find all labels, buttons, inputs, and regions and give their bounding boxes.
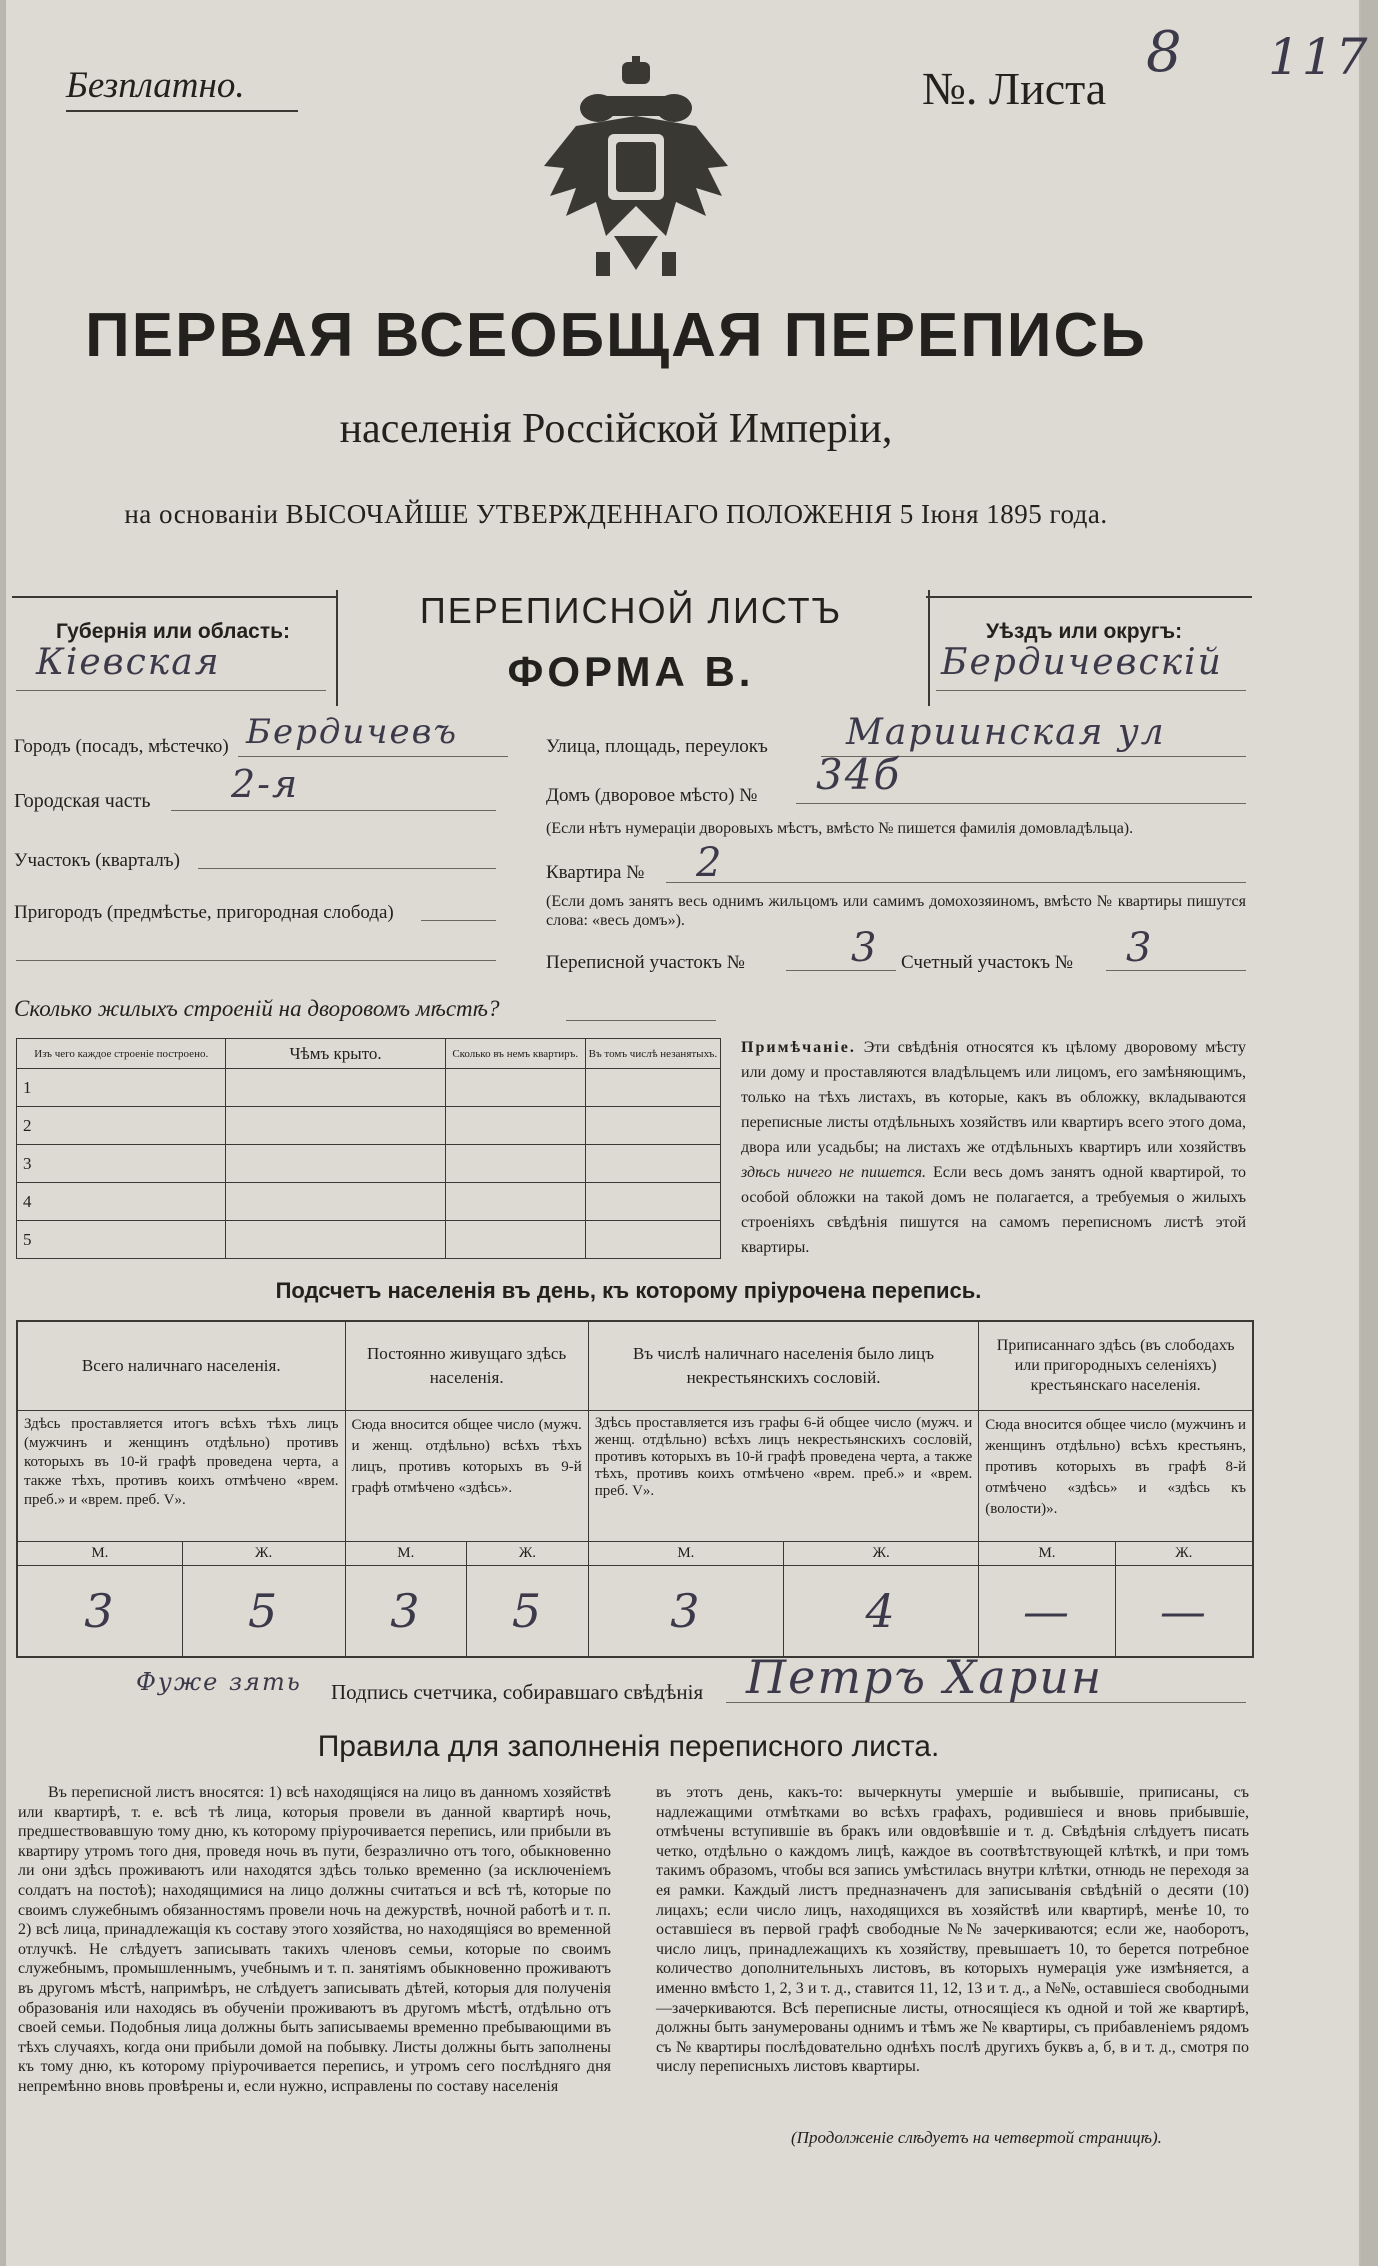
desc-non-peasant: Здѣсь проставляется изъ графы 6-й общее число (мужч. и женщ. отдѣльно) всѣхъ лицъ некрестьянскихъ сословій, противъ которыхъ въ 10-й графѣ проведена черта, а также тѣхъ, противъ коихъ отмѣчено «врем. преб.» и «врем. преб. V». [588,1410,979,1542]
count-title: Подсчетъ населенія въ день, къ которому пріурочена перепись. [275,1278,982,1303]
kvartira-note: (Если домъ занятъ весь однимъ жильцомъ или самимъ домохозяиномъ, вмѣсто № квартиры пишутся слова: «весь домъ»). [546,893,1246,929]
permanent-men[interactable]: 3 [345,1566,467,1657]
uezd-value[interactable]: Бердичевскій [941,642,1223,683]
header-total: Всего наличнаго населенія. [17,1321,345,1410]
dom-value[interactable]: 34б [816,750,902,799]
uezd-label: Уѣздъ или округъ: [986,620,1183,643]
cell[interactable] [226,1183,445,1221]
col-vacant: Въ томъ числѣ незанятыхъ. [585,1039,720,1069]
gubernia-value[interactable]: Кіевская [36,642,221,683]
form-type: ФОРМА В. [507,648,755,695]
cell[interactable] [226,1221,445,1259]
cell[interactable] [445,1183,585,1221]
peasant-women[interactable]: — [1115,1566,1253,1657]
m-header: М. [588,1542,783,1566]
header-permanent: Постоянно живущаго здѣсь населенія. [345,1321,588,1410]
col-apartments: Сколько въ немъ квартиръ. [445,1039,585,1069]
zh-header: Ж. [467,1542,589,1566]
margin-note: Фуже зять [136,1668,302,1696]
desc-registered-peasants: Сюда вносится общее число (мужчинъ и женщинъ отдѣльно) всѣхъ крестьянъ, противъ которыхъ въ графѣ 8-й отмѣчено «здѣсь» и «здѣсь къ (волости)». [979,1410,1253,1542]
perepisnoy-value[interactable]: 3 [851,925,879,971]
double-headed-eagle-icon [536,56,736,286]
perepisnoy-line [786,970,896,971]
ulitsa-value[interactable]: Мариинская ул [846,712,1166,753]
peasant-men[interactable]: — [979,1566,1115,1657]
schetny-line [1106,970,1246,971]
m-header: М. [979,1542,1115,1566]
m-header: М. [17,1542,182,1566]
m-header: М. [345,1542,467,1566]
desc-permanent: Сюда вносится общее число (мужч. и женщ. отдѣльно) всѣхъ тѣхъ лицъ, противъ которыхъ въ 9-й графѣ отмѣчено «здѣсь». [345,1410,588,1542]
buildings-line [566,1020,716,1021]
signature-value[interactable]: Петръ Харин [746,1650,1104,1704]
form-name: ПЕРЕПИСНОЙ ЛИСТЪ [419,590,843,631]
buildings-note [741,1035,1246,1260]
kvartira-label: Квартира № [546,862,645,883]
dom-line [796,803,1246,804]
cell[interactable] [585,1069,720,1107]
sheet-number-label: №. Листа [922,63,1107,114]
cell[interactable] [226,1145,445,1183]
chast-value[interactable]: 2-я [231,762,300,806]
gorod-line [238,756,508,757]
signature-line [726,1702,1246,1703]
cell[interactable] [585,1107,720,1145]
rules-right-column: въ этотъ день, какъ-то: вычеркнуты умершіе и выбывшіе, приписаны, съ надлежащими отмѣтками во всѣхъ графахъ, родившіеся и вновь прибывшіе, отмѣчены вступившіе въ бракъ или овдовѣвшіе и т. д. Свѣдѣнія слѣдуетъ писать четко, отдѣльно о каждомъ лицѣ, каждое въ соотвѣтствующей клѣткѣ, и при томъ такимъ образомъ, чтобы вся запись умѣстилась внутри клѣтки, отнюдь не переходя за ея рамки. Каждый листъ предназначенъ для записыванія свѣдѣній о десяти (10) лицахъ; если число лицъ, находящихся въ хозяйствѣ или квартирѣ, менѣе 10, то оставшіеся въ первой графѣ свободные №№ зачеркиваются; если же, наоборотъ, число лицъ, принадлежащихъ къ хозяйству, превышаетъ 10, то берется потребное количество дополнительныхъ листовъ, въ которыхъ нумерація уже измѣняется, а именно вмѣсто 1, 2, 3 и т. д., ставится 11, 12, 13 и т. д., а №№, оставшіеся свободными—зачеркиваются. Всѣ переписные листы, относящіеся къ одной и той же квартирѣ, должны быть занумерованы однимъ и тѣмъ же № квартиры, съ прибавленіемъ рядомъ съ № квартиры послѣдовательно однѣхъ послѣ другихъ буквъ а, б, в и т. д., смотря по числу переписныхъ листовъ квартиры. [656,1784,1249,2076]
permanent-women[interactable]: 5 [467,1566,589,1657]
schetny-value[interactable]: 3 [1126,925,1154,971]
cell[interactable] [585,1145,720,1183]
population-table [16,1320,1254,1658]
table-row [17,1107,721,1145]
desc-total: Здѣсь проставляется итогъ всѣхъ тѣхъ лицъ (мужчинъ и женщинъ отдѣльно) противъ которыхъ въ 10-й графѣ проведена черта, а также тѣхъ, противъ коихъ отмѣчено «врем. преб.» и «врем. преб. V». [17,1410,345,1542]
archive-folio: 117 [1268,28,1370,86]
page-subtitle: населенія Россійской Имперіи, [339,406,893,452]
note-text-2: Если весь домъ занятъ одной квартирой, то особой обложки на такой домъ не полагается, а требуемыя о жилыхъ строеніяхъ свѣдѣнія пишутся на самомъ переписномъ листѣ этой квартиры. [741,1164,1246,1256]
gubernia-label: Губернія или область: [56,620,291,643]
table-row [17,1145,721,1183]
gorod-value[interactable]: Бердичевъ [246,712,459,752]
dom-label: Домъ (дворовое мѣсто) № [546,785,758,806]
note-title: Примѣчаніе. [741,1039,856,1056]
rule-left [12,596,336,598]
prigorod-line-2 [16,960,496,961]
rules-title: Правила для заполненія переписного листа. [317,1730,940,1763]
col-roof: Чѣмъ крыто. [226,1039,445,1069]
row-number: 1 [17,1069,226,1107]
dom-note: (Если нѣтъ нумераціи дворовыхъ мѣстъ, вмѣсто № пишется фамилія домовладѣльца). [546,820,1134,837]
continued-note: (Продолженіе слѣдуетъ на четвертой страницѣ). [791,2128,1162,2147]
note-italic: здѣсь ничего не пишется. [741,1164,927,1181]
gubernia-line [16,690,326,691]
cell[interactable] [585,1221,720,1259]
non-peasant-men[interactable]: 3 [588,1566,783,1657]
table-row [17,1183,721,1221]
total-women[interactable]: 5 [182,1566,345,1657]
buildings-table [16,1038,721,1259]
row-number: 5 [17,1221,226,1259]
row-number: 2 [17,1107,226,1145]
cell[interactable] [445,1069,585,1107]
gorod-label: Городъ (посадъ, мѣстечко) [14,736,229,757]
cell[interactable] [226,1107,445,1145]
table-row [17,1221,721,1259]
kvartira-line [666,882,1246,883]
uchastok-label: Участокъ (кварталъ) [14,850,180,871]
kvartira-value[interactable]: 2 [696,840,724,886]
header-registered-peasants: Приписаннаго здѣсь (въ слободахъ или пригородныхъ селеніяхъ) крестьянскаго населенія. [979,1321,1253,1410]
total-men[interactable]: 3 [17,1566,182,1657]
ulitsa-label: Улица, площадь, переулокъ [546,736,768,757]
row-number: 4 [17,1183,226,1221]
signature-label: Подпись счетчика, собиравшаго свѣдѣнія [331,1680,704,1704]
header-non-peasant: Въ числѣ наличнаго населенія было лицъ некрестьянскихъ сословій. [588,1321,979,1410]
row-number: 3 [17,1145,226,1183]
cell[interactable] [445,1107,585,1145]
sheet-number-value: 8 [1146,20,1184,85]
cell[interactable] [226,1069,445,1107]
census-sheet [6,0,1370,2266]
perepisnoy-label: Переписной участокъ № [546,952,745,973]
uezd-line [936,690,1246,691]
non-peasant-women[interactable]: 4 [784,1566,979,1657]
prigorod-line [421,920,496,921]
note-text: Эти свѣдѣнія относятся къ цѣлому дворовому мѣсту или дому и проставляются владѣльцемъ или лицомъ, его замѣняющимъ, только на тѣхъ листахъ, въ которые, какъ въ обложку, вкладываются переписные листы отдѣльныхъ хозяйствъ или квартиръ всего этого дома, двора или усадьбы; на листахъ же отдѣльныхъ квартиръ или хозяйствъ [741,1039,1247,1156]
rules-left-column: Въ переписной листъ вносятся: 1) всѣ находящіяся на лицо въ данномъ хозяйствѣ или квартирѣ, т. е. всѣ тѣ лица, которыя провели въ данной квартирѣ ночь, предшествовавшую тому дню, къ которому пріурочивается перепись, или прибыли въ квартиру утромъ того дня, проведя ночь въ пути, безразлично отъ того, обыкновенно ли они здѣсь проживаютъ или находятся здѣсь только временно (за исключеніемъ солдатъ на постоѣ); находящимися на лицо должны считаться и всѣ тѣ, которые по своимъ служебнымъ обязанностямъ провели ночь на дежурствѣ, ночной работѣ и т. п. 2) всѣ лица, принадлежащія къ составу этого хозяйства, но находящіяся во временной отлучкѣ. Не слѣдуетъ записывать такихъ членовъ семьи, которые по своимъ служебнымъ, промышленнымъ, учебнымъ и т. п. занятіямъ обыкновенно проживаютъ въ другомъ мѣстѣ, напримѣръ, не слѣдуетъ записывать дѣтей, которыя для полученія образованія или находясь въ обученіи проживаютъ въ другомъ мѣстѣ, отдѣльно отъ своей семьи. Подобныя лица должны быть записываемы временно пребывающими въ тѣхъ случаяхъ, когда они прибыли домой на побывку. Листы должны быть заполнены къ тому дню, къ которому пріурочивается перепись, и утромъ сего послѣдняго дня непремѣнно вновь провѣрены и, если нужно, исправлены по составу населенія [18,1784,611,2095]
col-material: Изъ чего каждое строеніе построено. [17,1039,226,1069]
rule-right [926,596,1252,598]
chast-label: Городская часть [14,790,151,812]
zh-header: Ж. [784,1542,979,1566]
zh-header: Ж. [1115,1542,1253,1566]
cell[interactable] [445,1145,585,1183]
legal-basis: на основаніи ВЫСОЧАЙШЕ УТВЕРЖДЕННАГО ПОЛОЖЕНІЯ 5 Іюня 1895 года. [124,499,1108,529]
cell[interactable] [585,1183,720,1221]
free-label: Безплатно. [66,65,245,106]
uchastok-line [198,868,496,869]
chast-line [171,810,496,811]
schetny-label: Счетный участокъ № [901,952,1073,973]
free-underline [66,110,298,112]
page-title: ПЕРВАЯ ВСЕОБЩАЯ ПЕРЕПИСЬ [85,301,1147,370]
cell[interactable] [445,1221,585,1259]
buildings-question: Сколько жилыхъ строеній на дворовомъ мѣстѣ? [14,996,500,1021]
zh-header: Ж. [182,1542,345,1566]
prigorod-label: Пригородъ (предмѣстье, пригородная слобода) [14,902,394,923]
table-row [17,1069,721,1107]
